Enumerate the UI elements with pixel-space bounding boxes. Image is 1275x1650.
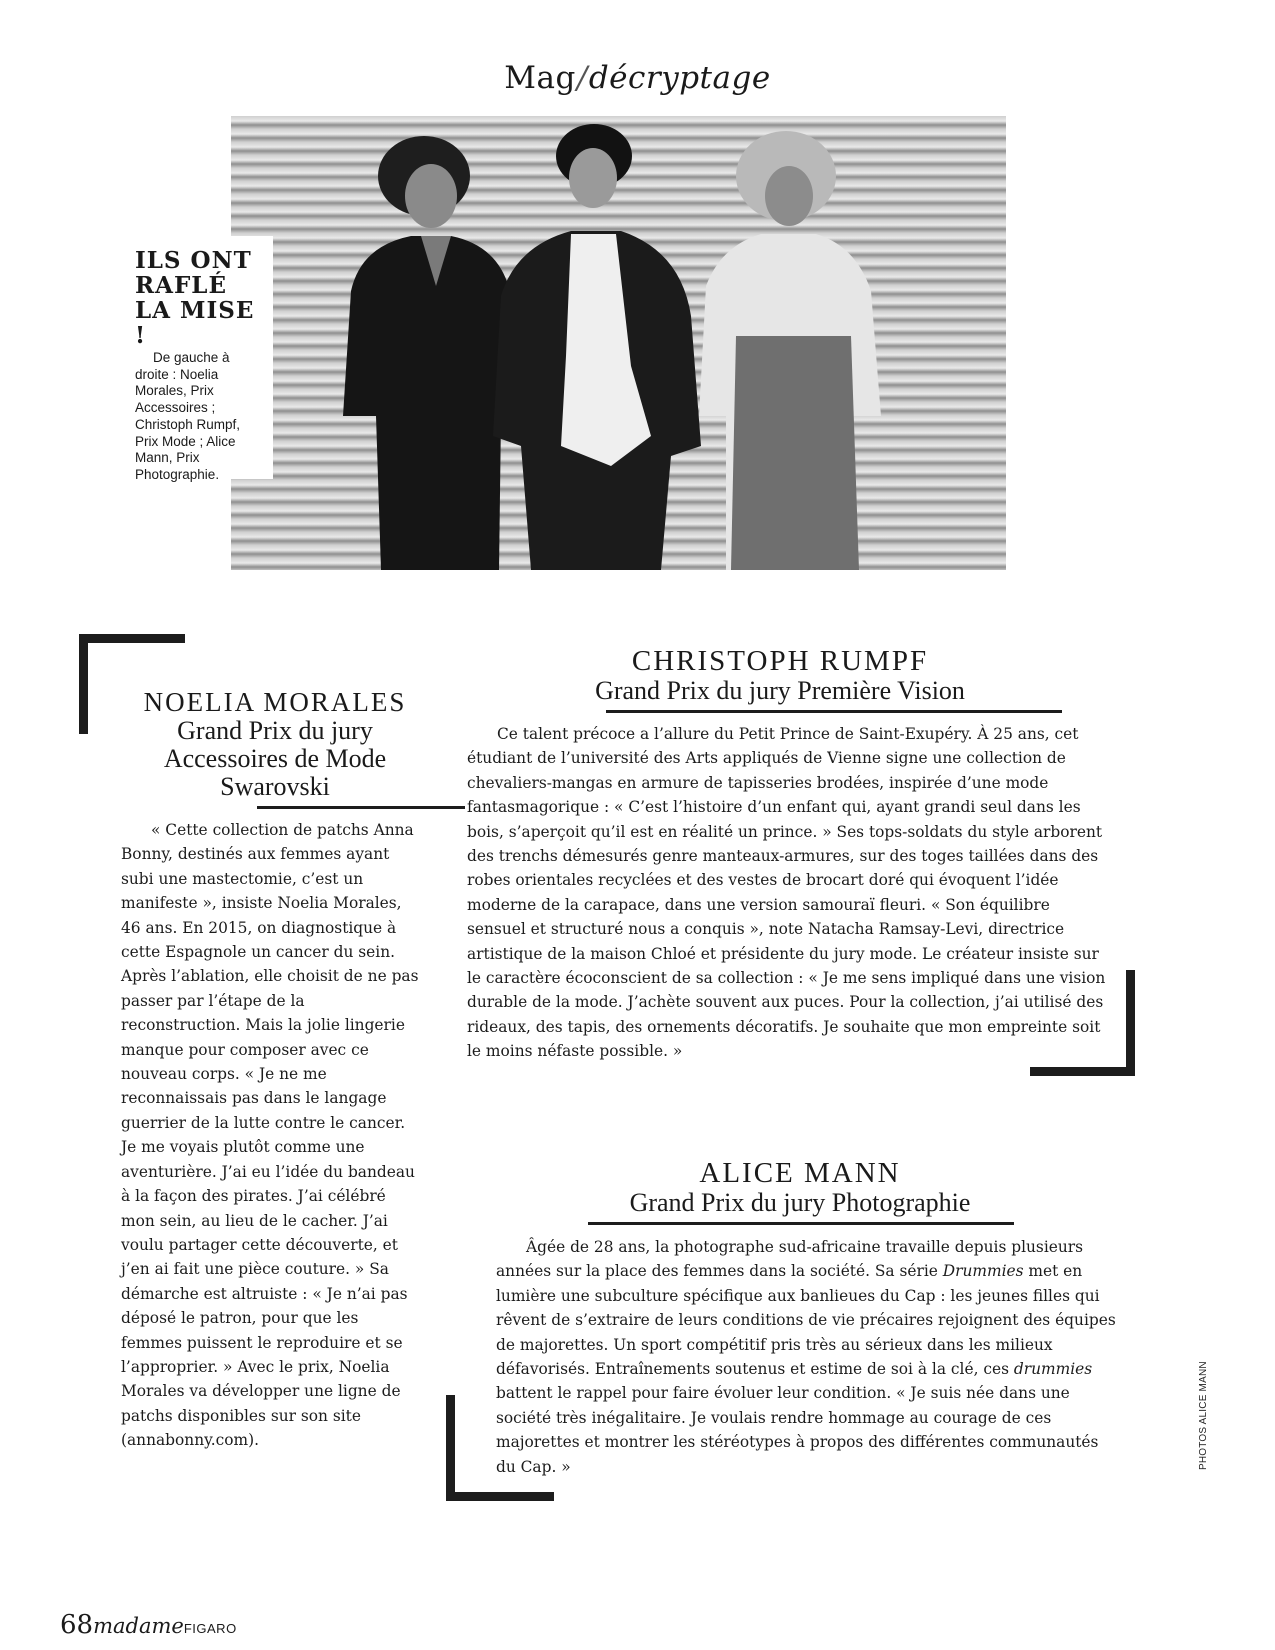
photo-caption	[123, 236, 273, 482]
noelia-name: NOELIA MORALES	[143, 687, 407, 717]
corner-bracket-right-horizontal	[1030, 1067, 1135, 1076]
alice-underline	[588, 1222, 1014, 1225]
alice-body-part-2: met en lumière une subculture spécifique aux banlieues du Cap : les jeunes filles qui rêvent de s’extraire de leurs conditions de vie précaires rejoignent des équipes de majorettes. Un sport compétitif pris très au sérieux dans les milieux défavorisés. Entraînements soutenus et estime de soi à la clé, ces	[496, 1262, 1116, 1379]
photo-illustration	[231, 116, 1006, 570]
christoph-underline	[606, 710, 1062, 713]
alice-body	[496, 1235, 1116, 1479]
christoph-heading	[500, 646, 1060, 713]
page-number: 68	[60, 1610, 94, 1640]
brand-madame: madame	[93, 1614, 184, 1638]
corner-bracket-top-left-vertical	[79, 634, 88, 734]
section-label: Mag	[504, 60, 576, 96]
alice-body-part-1: Âgée de 28 ans, la photographe sud-africaine travaille depuis plusieurs années sur la place des femmes dans la société. Sa série	[496, 1238, 1084, 1281]
corner-bracket-right-vertical	[1126, 970, 1135, 1076]
section-separator: /	[576, 60, 588, 96]
alice-name: ALICE MANN	[699, 1157, 901, 1189]
christoph-body: Ce talent précoce a l’allure du Petit Prince de Saint-Exupéry. À 25 ans, cet étudiant de l’université des Arts appliqués de Vienne signe une collection de chevaliers-mangas en armure de tapisseries brodées, inspirée d’une mode fantasmagorique : « C’est l’histoire d’un enfant qui, ayant grandi seul dans les bois, s’aperçoit qu’il est en réalité un prince. » Ses tops-soldats du style arborent des trenchs démesurés genre manteaux-armures, sur des toges taillées dans des robes orientales recyclées et des vestes de brocart doré qui évoquent l’idée moderne de la carapace, dans une version samouraï fleuri. « Son équilibre sensuel et structuré nous a conquis », note Natacha Ramsay-Levi, directrice artistique de la maison Chloé et présidente du jury mode. Le créateur insiste sur le caractère écoconscient de sa collection : « Je me sens impliqué dans une vision durable de la mode. J’achète souvent aux puces. Pour la collection, j’ai utilisé des rideaux, des tapis, des ornements décoratifs. Je souhaite que mon empreinte soit le moins néfaste possible. »	[467, 725, 1106, 1061]
section-header	[0, 60, 1275, 96]
brand-figaro: FIGARO	[183, 1621, 237, 1636]
corner-bracket-top-left-horizontal	[79, 634, 185, 643]
noelia-heading	[125, 688, 425, 809]
noelia-body: « Cette collection de patchs Anna Bonny, destinés aux femmes ayant subi une mastectomie, c’est un manifeste », insiste Noelia Morales, 46 ans. En 2015, on diagnostique à cette Espagnole un cancer du sein. Après l’ablation, elle choisit de ne pas passer par l’étape de la reconstruction. Mais la jolie lingerie manque pour composer avec ce nouveau corps. « Je ne me reconnaissais pas dans le langage guerrier de la lutte contre le cancer. Je me voyais plutôt comme une aventurière. J’ai eu l’idée du bandeau à la façon des pirates. J’ai célébré mon sein, au lieu de le cacher. J’ai voulu partager cette découverte, et j’en ai fait une pièce couture. » Sa démarche est altruiste : « Je n’ai pas déposé le patron, pour que les femmes puissent le reproduire et se l’approprier. » Avec le prix, Noelia Morales va développer une ligne de patchs disponibles sur son site (annabonny.com).	[121, 821, 419, 1450]
alice-heading	[560, 1158, 1040, 1225]
caption-title: ILS ONT RAFLÉ LA MISE !	[135, 247, 255, 349]
corner-bracket-bottom-vertical	[446, 1395, 455, 1501]
alice-body-part-3: battent le rappel pour faire évoluer leur condition. « Je suis née dans une société très inégalitaire. Je voulais rendre hommage au courage de ces majorettes et montrer les stéréotypes à propos des différentes communautés du Cap. »	[496, 1384, 1099, 1476]
christoph-name: CHRISTOPH RUMPF	[631, 645, 929, 677]
caption-text: De gauche à droite : Noelia Morales, Prix Accessoires ; Christoph Rumpf, Prix Mode ; Alice Mann, Prix Photographie.	[135, 350, 241, 482]
noelia-underline	[257, 806, 465, 809]
group-photo	[231, 116, 1006, 570]
alice-drummies-term: drummies	[1013, 1360, 1093, 1379]
alice-series-title: Drummies	[942, 1262, 1024, 1281]
christoph-prize: Grand Prix du jury Première Vision	[595, 676, 965, 705]
alice-prize: Grand Prix du jury Photographie	[629, 1188, 971, 1217]
subsection-label: décryptage	[588, 60, 771, 96]
page-folio	[60, 1610, 237, 1644]
photo-credit: PHOTOS ALICE MANN	[1198, 1361, 1209, 1470]
corner-bracket-bottom-horizontal	[446, 1492, 554, 1501]
noelia-prize: Grand Prix du jury Accessoires de Mode Swarovski	[163, 716, 387, 801]
